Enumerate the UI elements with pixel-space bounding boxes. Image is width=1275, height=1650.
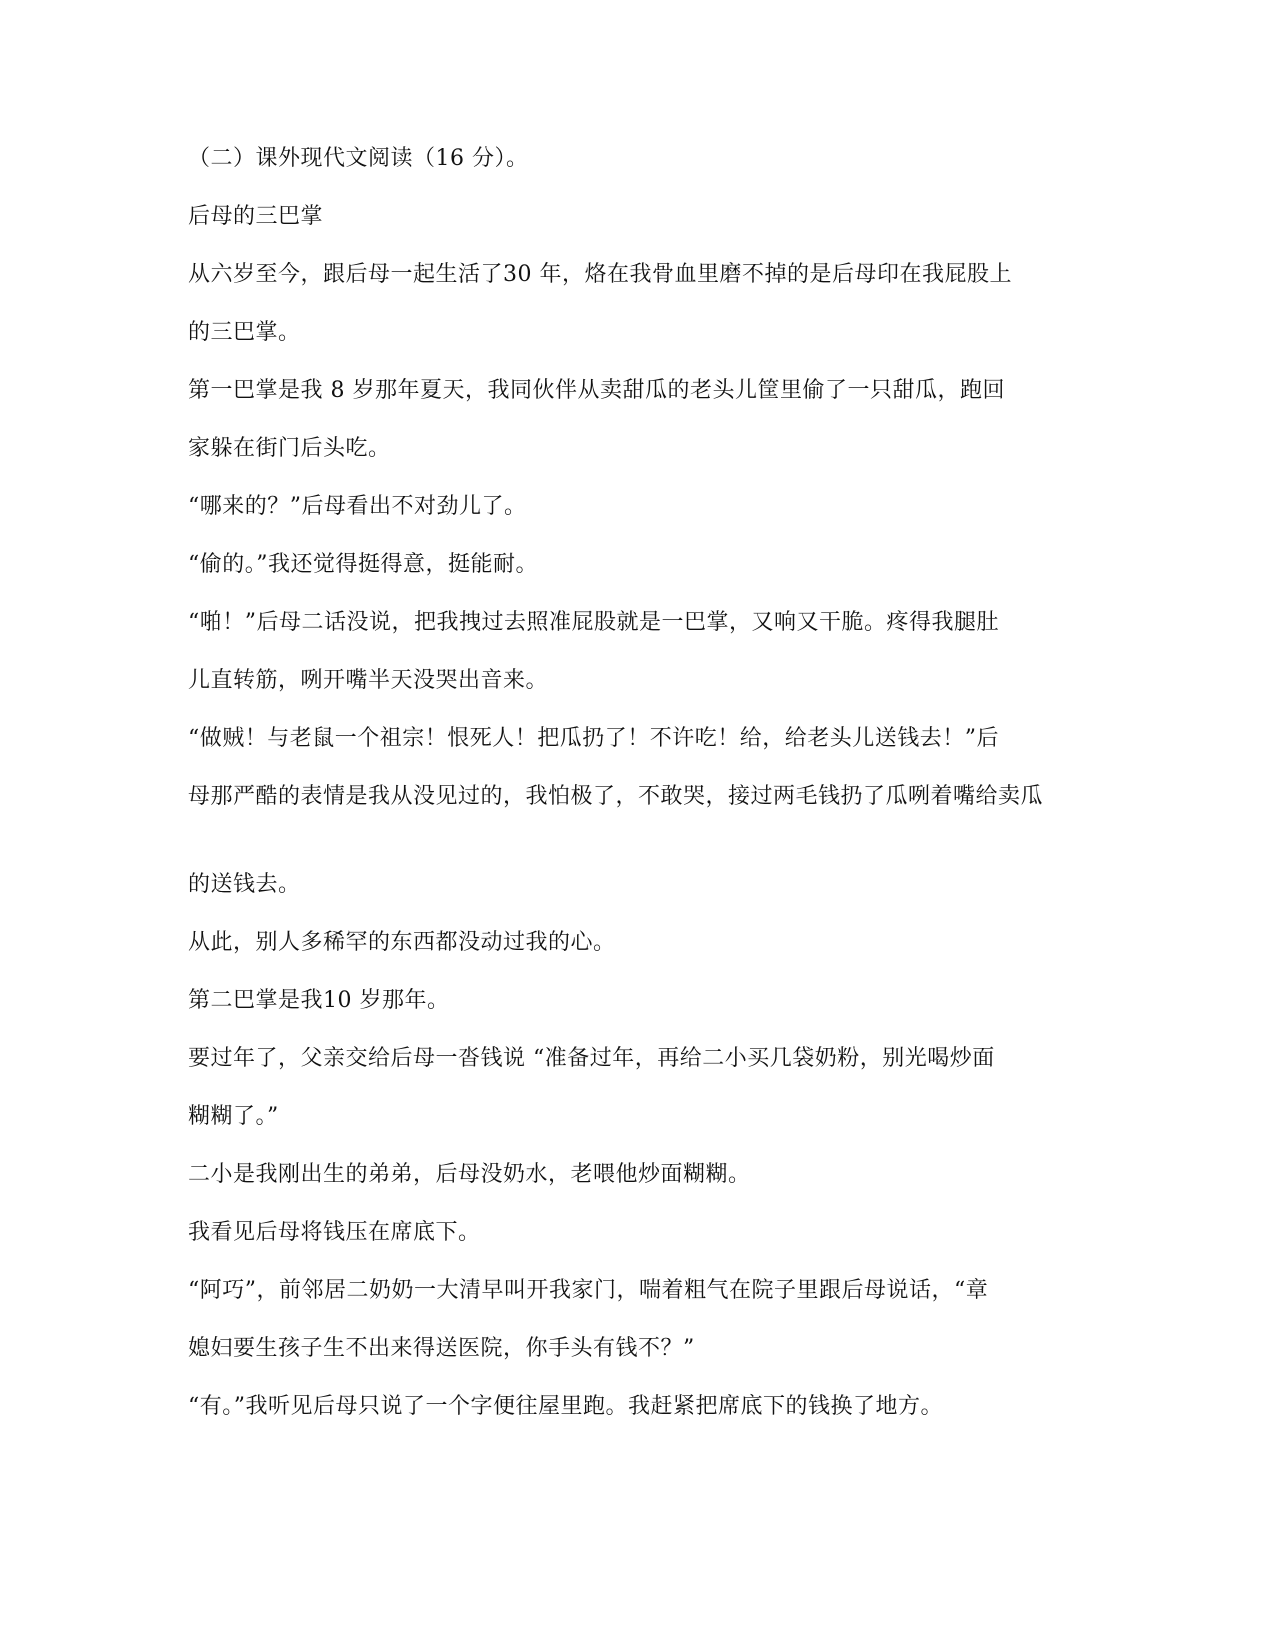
paragraph-line: 从此，别人多稀罕的东西都没动过我的心。 xyxy=(188,930,616,955)
paragraph-line: 我看见后母将钱压在席底下。 xyxy=(188,1220,481,1245)
paragraph-line: 家躲在街门后头吃。 xyxy=(188,436,391,461)
paragraph-line: “有。”我听见后母只说了一个字便往屋里跑。我赶紧把席底下的钱换了地方。 xyxy=(188,1394,943,1419)
paragraph-line: “啪！”后母二话没说，把我拽过去照准屁股就是一巴掌，又响又干脆。疼得我腿肚 xyxy=(188,610,999,635)
paragraph-line: 糊糊了。” xyxy=(188,1104,279,1129)
section-heading: （二）课外现代文阅读（16 分）。 xyxy=(188,146,529,171)
paragraph-line: 从六岁至今，跟后母一起生活了30 年，烙在我骨血里磨不掉的是后母印在我屁股上 xyxy=(188,262,1012,287)
article-title: 后母的三巴掌 xyxy=(188,204,324,229)
paragraph-line: “阿巧”，前邻居二奶奶一大清早叫开我家门，喘着粗气在院子里跟后母说话，“章 xyxy=(188,1278,989,1303)
paragraph-line: 的送钱去。 xyxy=(188,872,301,897)
paragraph-line: 媳妇要生孩子生不出来得送医院，你手头有钱不？” xyxy=(188,1336,695,1361)
paragraph-line: “哪来的？”后母看出不对劲儿了。 xyxy=(188,494,527,519)
paragraph-line: 要过年了，父亲交给后母一沓钱说 “准备过年，再给二小买几袋奶粉，别光喝炒面 xyxy=(188,1046,995,1071)
paragraph-line: 第二巴掌是我10 岁那年。 xyxy=(188,988,450,1013)
paragraph-line: 母那严酷的表情是我从没见过的，我怕极了，不敢哭，接过两毛钱扔了瓜咧着嘴给卖瓜 xyxy=(188,784,1044,809)
paragraph-line: “偷的。”我还觉得挺得意，挺能耐。 xyxy=(188,552,538,577)
paragraph-line: “做贼！与老鼠一个祖宗！恨死人！把瓜扔了！不许吃！给，给老头儿送钱去！”后 xyxy=(188,726,999,751)
paragraph-line: 儿直转筋，咧开嘴半天没哭出音来。 xyxy=(188,668,549,693)
paragraph-line: 二小是我刚出生的弟弟，后母没奶水，老喂他炒面糊糊。 xyxy=(188,1162,751,1187)
paragraph-line: 第一巴掌是我 8 岁那年夏天，我同伙伴从卖甜瓜的老头儿筐里偷了一只甜瓜，跑回 xyxy=(188,378,1005,403)
paragraph-line: 的三巴掌。 xyxy=(188,320,301,345)
